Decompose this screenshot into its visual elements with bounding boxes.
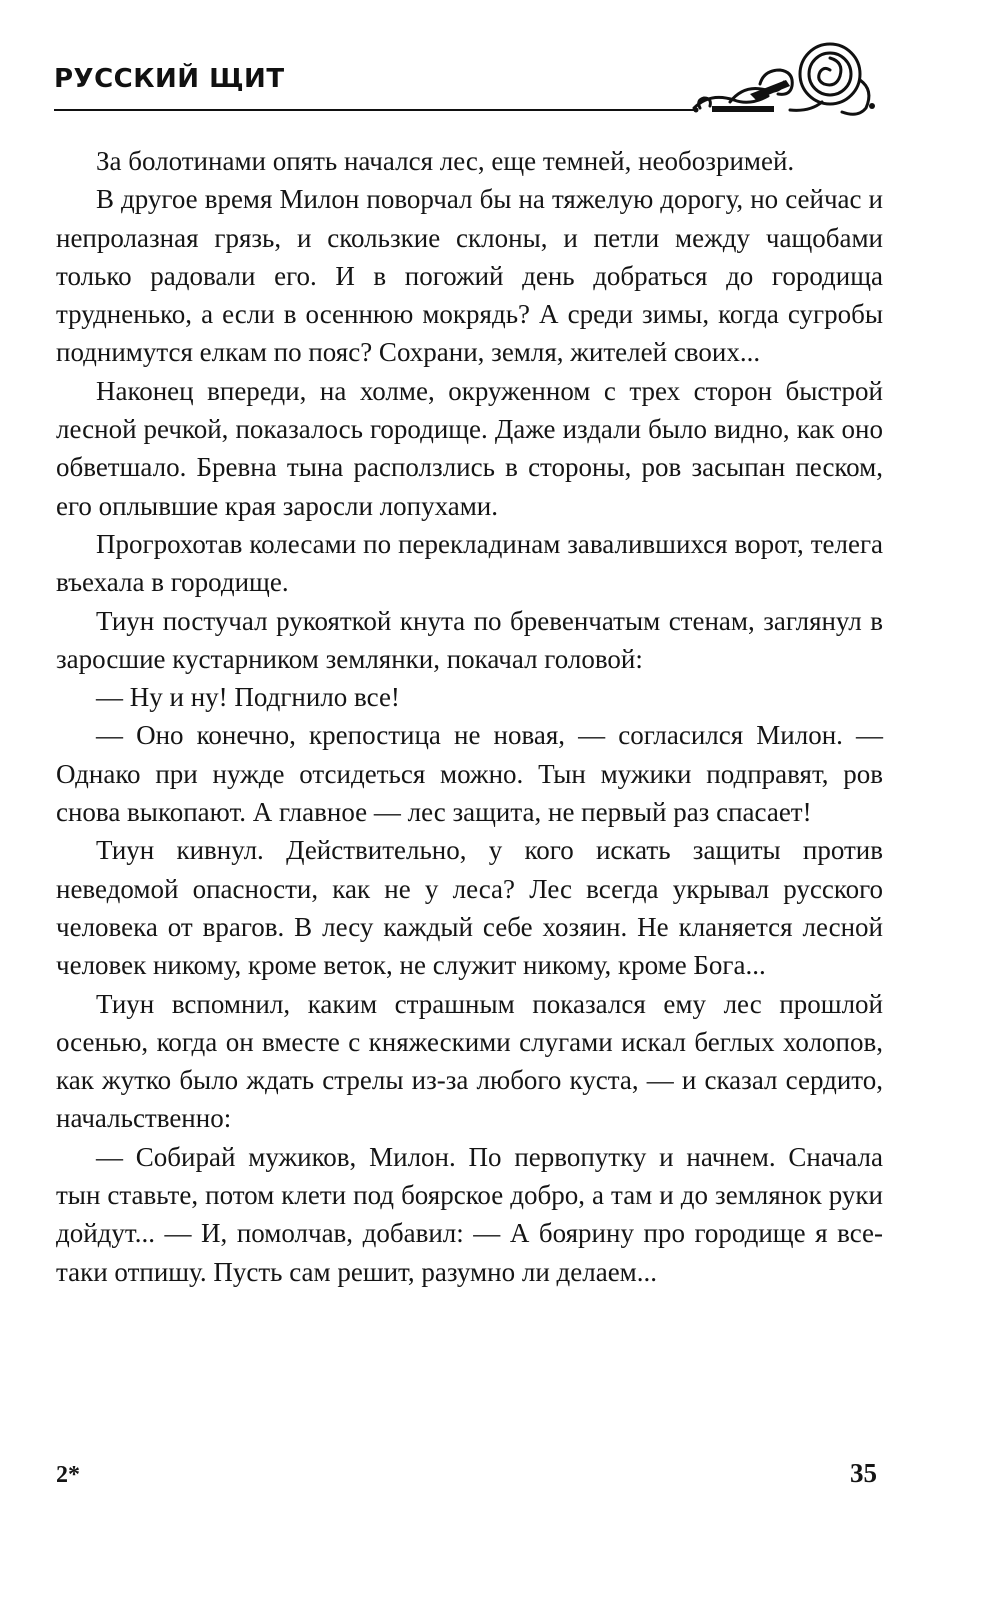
paragraph-5: Тиун постучал рукояткой кнута по бревенчатым стенам, заглянул в заросшие кустарником землянки, покачал головой: [56,605,883,674]
paragraph-9: Тиун вспомнил, каким страшным показался ему лес прошлой осенью, когда он вместе с княжескими слугами искал беглых холопов, как жутко было ждать стрелы из-за любого куста, — и сказал сердито, начальственно: [56,988,883,1134]
paragraph-2: В другое время Милон поворчал бы на тяжелую дорогу, но сейчас и непролазная грязь, и скользкие склоны, и петли между чащобами только радовали его. И в погожий день добраться до городища трудненько, а если в осеннюю мокрядь? А среди зимы, когда сугробы поднимутся елкам по пояс? Сохрани, земля, жителей своих... [56,184,883,368]
header-rule [54,109,694,111]
scroll-ornament-icon [690,40,880,120]
signature-mark: 2* [56,1462,80,1488]
paragraph-10: — Собирай мужиков, Милон. По первопутку и начнем. Сначала тын ставьте, потом клети под боярское добро, а там и до землянок руки дойдут... — И, помолчав, добавил: — А боярину про городище я все-таки отпишу. Пусть сам решит, разумно ли делаем... [56,1141,883,1287]
paragraph-6: — Ну и ну! Подгнило все! [96,682,400,713]
paragraph-8: Тиун кивнул. Действительно, у кого искать защиты против неведомой опасности, как не у леса? Лес всегда укрывал русского человека от врагов. В лесу каждый себе хозяин. Не кланяется лесной человек никому, кроме веток, не служит никому, кроме Бога... [56,835,883,981]
body-text [56,142,883,1291]
paragraph-4: Прогрохотав колесами по перекладинам завалившихся ворот, телега въехала в городище. [56,528,883,598]
paragraph-7: — Оно конечно, крепостица не новая, — согласился Милон. — Однако при нужде отсидеться можно. Тын мужики подправят, ров снова выкопают. А главное — лес защита, не первый раз спасает! [56,720,883,828]
paragraph-3: Наконец впереди, на холме, окруженном с трех сторон быстрой лесной речкой, показалось городище. Даже издали было видно, как оно обветшало. Бревна тына расползлись в стороны, ров засыпан песком, его оплывшие края заросли лопухами. [56,375,883,521]
paragraph-1: За болотинами опять начался лес, еще темней, необозримей. [96,146,795,176]
page-number: 35 [850,1458,877,1488]
running-head-title: РУССКИЙ ЩИТ [54,64,285,94]
